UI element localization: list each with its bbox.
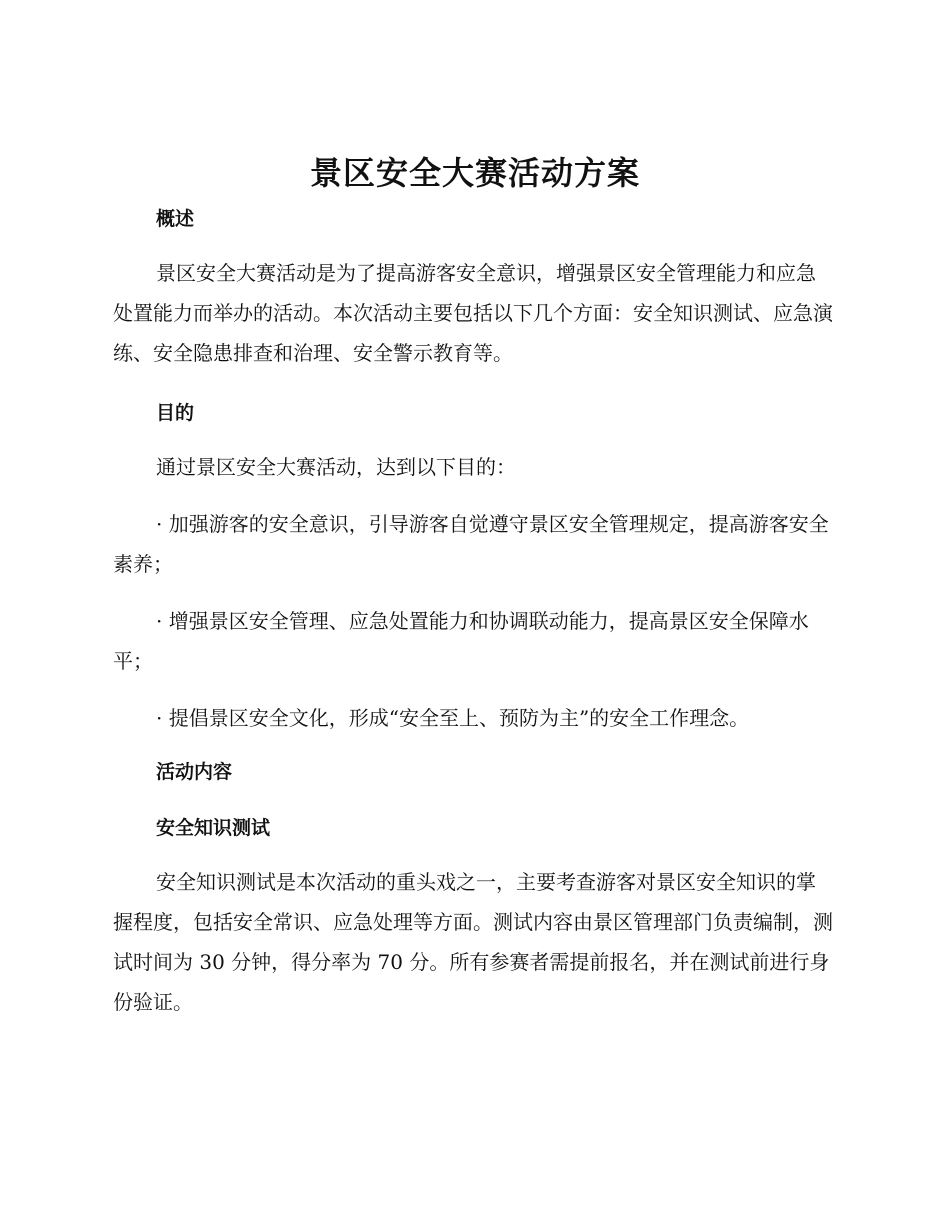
subsection-heading-knowledge-test: 安全知识测试 <box>156 817 271 839</box>
section-heading-activities: 活动内容 <box>156 761 233 783</box>
purpose-item: · 增强景区安全管理、应急处置能力和协调联动能力，提高景区安全保障水平； <box>113 609 809 673</box>
purpose-item: · 加强游客的安全意识，引导游客自觉遵守景区安全管理规定，提高游客安全素养； <box>113 512 829 576</box>
overview-paragraph: 景区安全大赛活动是为了提高游客安全意识，增强景区安全管理能力和应急处置能力而举办的活动。本次活动主要包括以下几个方面：安全知识测试、应急演练、安全隐患排查和治理、安全警示教育等。 <box>113 261 833 365</box>
section-heading-overview: 概述 <box>156 208 195 230</box>
document-title: 景区安全大赛活动方案 <box>309 154 640 192</box>
section-heading-purpose: 目的 <box>156 402 195 424</box>
knowledge-test-paragraph: 安全知识测试是本次活动的重头戏之一，主要考查游客对景区安全知识的掌握程度，包括安全常识、应急处理等方面。测试内容由景区管理部门负责编制，测试时间为 30 分钟，得分率为 70 分。所有参赛者需提前报名，并在测试前进行身份验证。 <box>113 870 833 1014</box>
purpose-item: · 提倡景区安全文化，形成“安全至上、预防为主”的安全工作理念。 <box>156 706 750 730</box>
purpose-intro: 通过景区安全大赛活动，达到以下目的： <box>156 455 516 479</box>
